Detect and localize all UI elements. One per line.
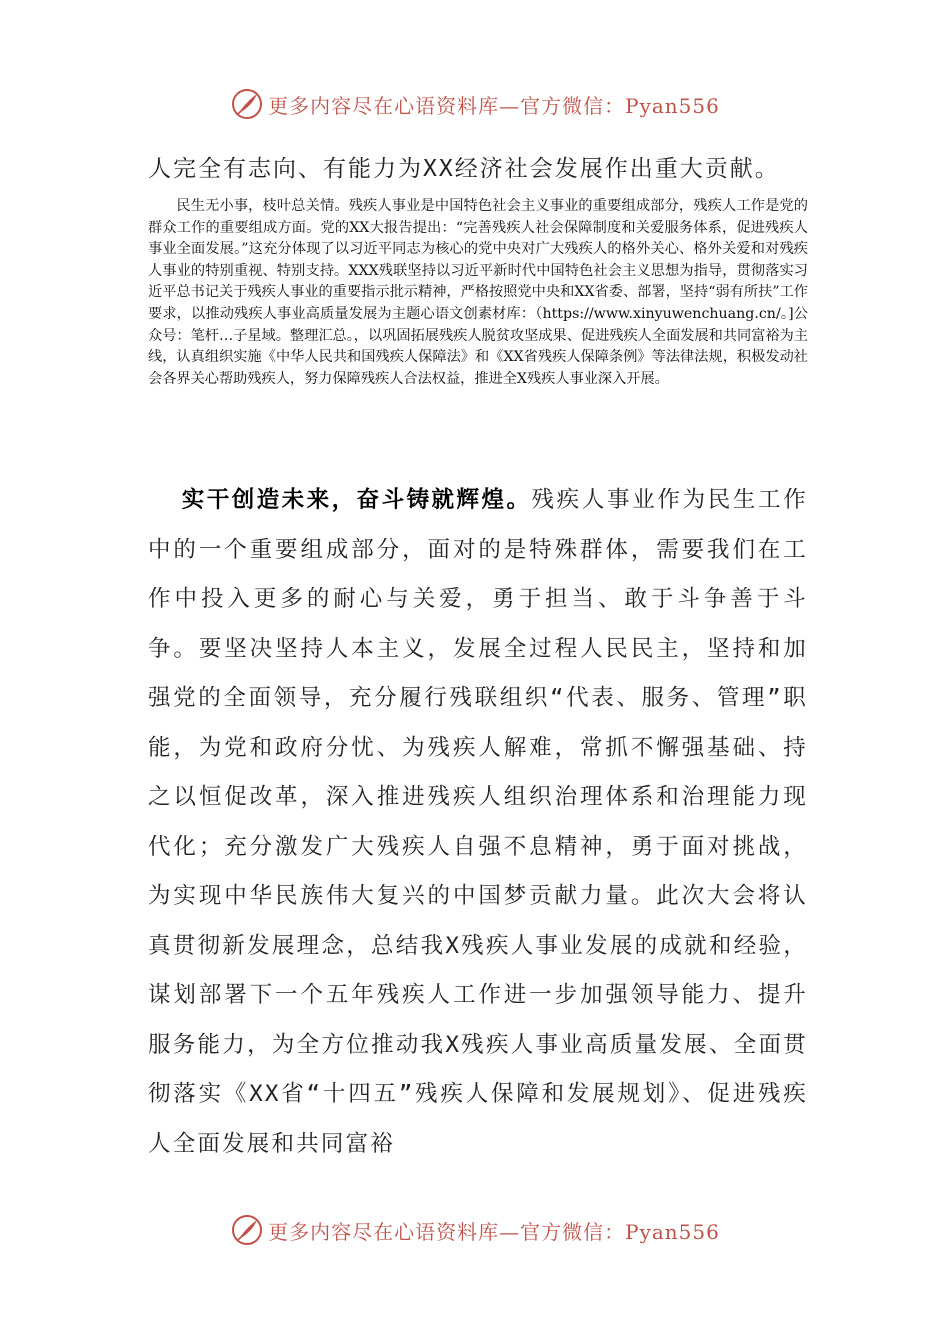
banner-text: 更多内容尽在心语资料库—官方微信：Pyan556	[268, 93, 720, 118]
small-paragraph: 民生无小事，枝叶总关情。残疾人事业是中国特色社会主义事业的重要组成部分，残疾人工作是党的群众工作的重要组成方面。党的XX大报告提出：“完善残疾人社会保障制度和关爱服务体系，促进残疾人事业全面发展。”这充分体现了以习近平同志为核心的党中央对广大残疾人的格外关心、格外关爱和对残疾人事业的特别重视、特别支持。XXX残联坚持以习近平新时代中国特色社会主义思想为指导，贯彻落实习近平总书记关于残疾人事业的重要指示批示精神，严格按照党中央和XX省委、部署，坚持“弱有所扶”工作要求，以推动残疾人事业高质量发展为主题心语文创素材库：（https://www.xinyuwenchuang.cn/。]公众号：笔杆…子星域。整理汇总。，以巩固拓展残疾人脱贫攻坚成果、促进残疾人全面发展和共同富裕为主线，认真组织实施《中华人民共和国残疾人保障法》和《XX省残疾人保障条例》等法律法规，积极发动社会各界关心帮助残疾人，努力保障残疾人合法权益，推进全X残疾人事业深入开展。	[148, 198, 808, 387]
banner-text: 更多内容尽在心语资料库—官方微信：Pyan556	[268, 1219, 720, 1244]
main-heading: 实干创造未来，奋斗铸就辉煌。	[181, 487, 532, 513]
quill-logo-icon	[230, 1213, 264, 1247]
quill-logo-icon	[230, 87, 264, 121]
header-banner	[0, 84, 950, 124]
main-paragraph	[148, 476, 808, 1169]
lead-line: 人完全有志向、有能力为XX经济社会发展作出重大贡献。	[148, 156, 780, 182]
footer-banner	[0, 1210, 950, 1250]
main-paragraph-text: 残疾人事业作为民生工作中的一个重要组成部分，面对的是特殊群体，需要我们在工作中投入更多的耐心与关爱，勇于担当、敢于斗争善于斗争。要坚决坚持人本主义，发展全过程人民民主，坚持和加强党的全面领导，充分履行残联组织“代表、服务、管理”职能，为党和政府分忧、为残疾人解难，常抓不懈强基础、持之以恒促改革，深入推进残疾人组织治理体系和治理能力现代化；充分激发广大残疾人自强不息精神，勇于面对挑战，为实现中华民族伟大复兴的中国梦贡献力量。此次大会将认真贯彻新发展理念，总结我X残疾人事业发展的成就和经验，谋划部署下一个五年残疾人工作进一步加强领导能力、提升服务能力，为全方位推动我X残疾人事业高质量发展、全面贯彻落实《XX省“十四五”残疾人保障和发展规划》、促进残疾人全面发展和共同富裕	[148, 487, 808, 1157]
